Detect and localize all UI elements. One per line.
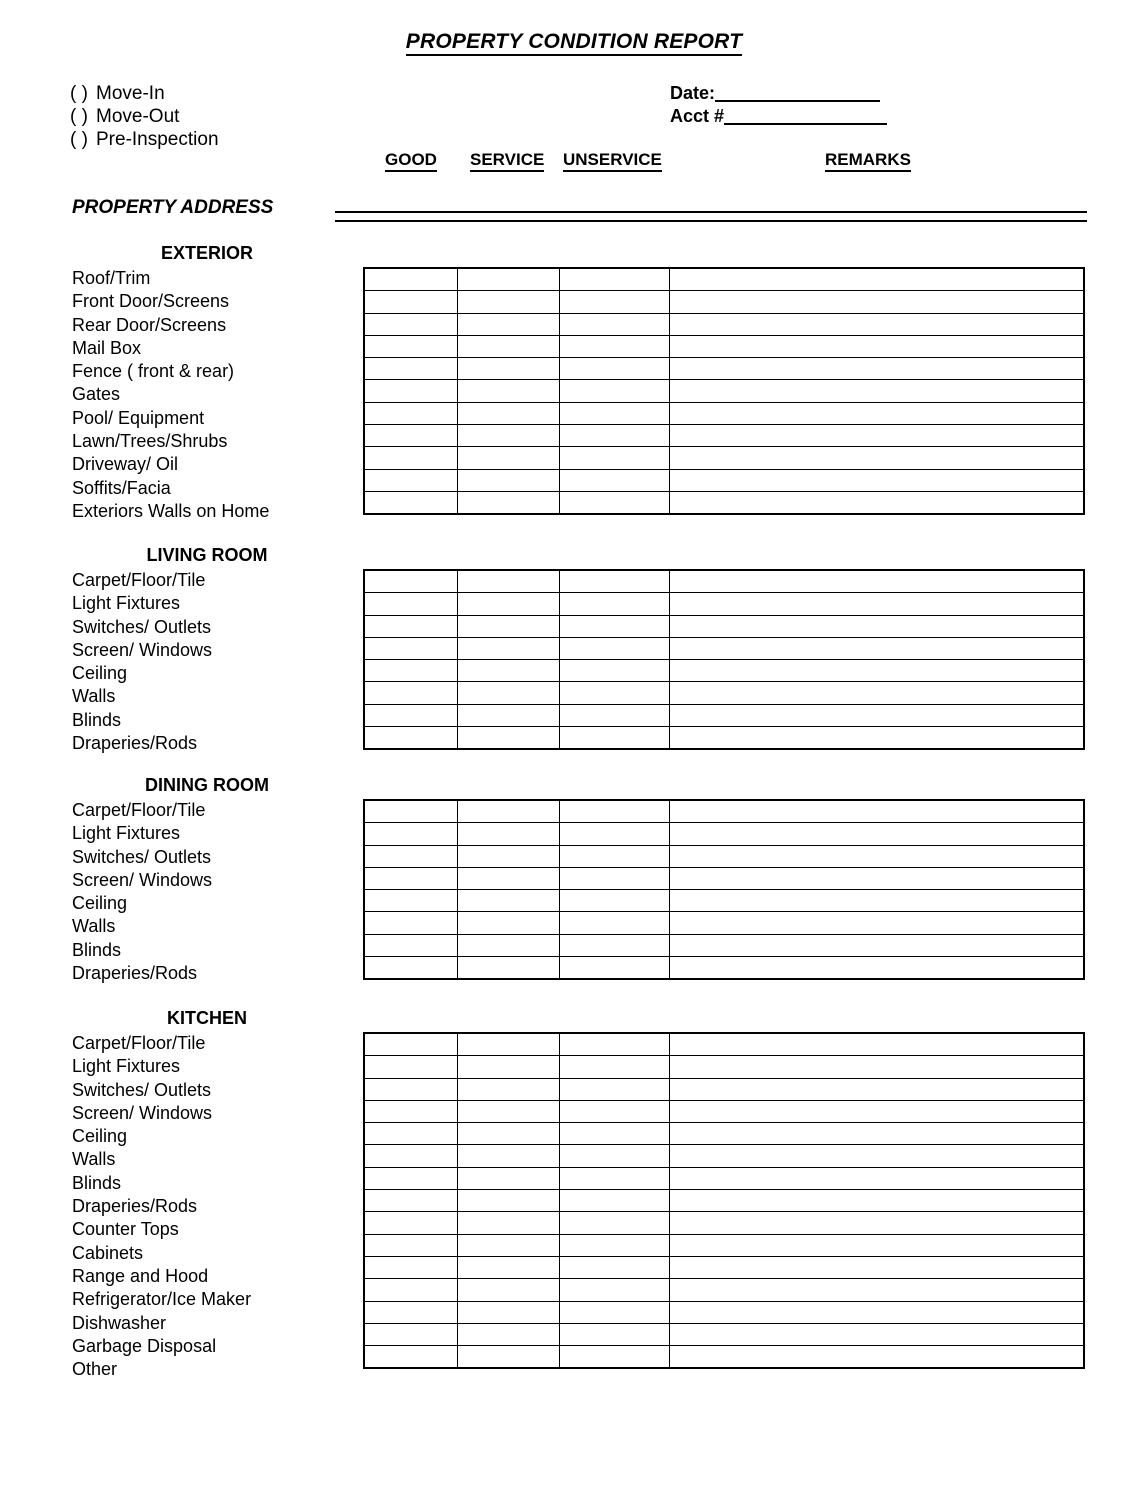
section-dining-room (0, 775, 1148, 995)
item-label: Draperies/Rods (72, 963, 198, 984)
checkbox-icon[interactable]: ( ) (70, 106, 88, 127)
table-row (364, 402, 1084, 424)
table-row (364, 727, 1084, 750)
cell-remarks[interactable] (670, 1190, 1085, 1212)
inspection-type-move-out[interactable] (70, 105, 219, 128)
item-label: Screen/ Windows (72, 869, 213, 890)
cell-unservice[interactable] (560, 570, 670, 593)
column-header-service: SERVICE (470, 150, 544, 172)
cell-good[interactable] (364, 358, 458, 380)
cell-good[interactable] (364, 615, 458, 637)
cell-good[interactable] (364, 1256, 458, 1278)
cell-good[interactable] (364, 934, 458, 956)
cell-unservice[interactable] (560, 1301, 670, 1323)
item-label: Carpet/Floor/Tile (72, 570, 206, 590)
item-label-list-kitchen (72, 1032, 357, 1381)
cell-good[interactable] (364, 682, 458, 704)
cell-remarks[interactable] (670, 660, 1085, 682)
date-input[interactable] (715, 84, 880, 102)
item-label: Roof/Trim (72, 268, 151, 288)
cell-service[interactable] (458, 1279, 560, 1301)
item-label: Front Door/Screens (72, 291, 230, 312)
cell-service[interactable] (458, 682, 560, 704)
cell-remarks[interactable] (670, 1279, 1085, 1301)
cell-good[interactable] (364, 1234, 458, 1256)
table-row (364, 637, 1084, 659)
cell-unservice[interactable] (560, 845, 670, 867)
cell-good[interactable] (364, 957, 458, 980)
cell-unservice[interactable] (560, 1145, 670, 1167)
table-row (364, 570, 1084, 593)
section-exterior (0, 243, 1148, 533)
inspection-type-move-in[interactable] (70, 82, 219, 105)
inspection-type-label: Move-In (96, 83, 165, 104)
table-row (364, 593, 1084, 615)
cell-good[interactable] (364, 890, 458, 912)
cell-remarks[interactable] (670, 1123, 1085, 1145)
cell-remarks[interactable] (670, 957, 1085, 980)
cell-unservice[interactable] (560, 268, 670, 291)
cell-good[interactable] (364, 447, 458, 469)
item-label: Light Fixtures (72, 593, 181, 614)
cell-unservice[interactable] (560, 867, 670, 889)
table-row (364, 867, 1084, 889)
cell-remarks[interactable] (670, 570, 1085, 593)
cell-remarks[interactable] (670, 890, 1085, 912)
table-row (364, 1234, 1084, 1256)
cell-service[interactable] (458, 380, 560, 402)
section-title-living-room: LIVING ROOM (146, 545, 268, 565)
cell-service[interactable] (458, 1323, 560, 1345)
item-label: Switches/ Outlets (72, 616, 212, 637)
cell-remarks[interactable] (670, 335, 1085, 357)
cell-unservice[interactable] (560, 660, 670, 682)
cell-service[interactable] (458, 1145, 560, 1167)
cell-service[interactable] (458, 1256, 560, 1278)
cell-remarks[interactable] (670, 727, 1085, 750)
table-row (364, 380, 1084, 402)
cell-remarks[interactable] (670, 1033, 1085, 1056)
cell-service[interactable] (458, 800, 560, 823)
cell-service[interactable] (458, 727, 560, 750)
table-row (364, 957, 1084, 980)
table-row (364, 291, 1084, 313)
inspection-type-group (70, 82, 219, 151)
cell-service[interactable] (458, 704, 560, 726)
cell-unservice[interactable] (560, 1279, 670, 1301)
cell-remarks[interactable] (670, 1145, 1085, 1167)
cell-service[interactable] (458, 845, 560, 867)
table-row (364, 313, 1084, 335)
cell-good[interactable] (364, 1190, 458, 1212)
cell-service[interactable] (458, 1056, 560, 1078)
cell-good[interactable] (364, 1033, 458, 1056)
cell-remarks[interactable] (670, 469, 1085, 491)
checkbox-icon[interactable]: ( ) (70, 129, 88, 150)
section-title-exterior: EXTERIOR (160, 243, 253, 263)
cell-service[interactable] (458, 268, 560, 291)
cell-remarks[interactable] (670, 845, 1085, 867)
cell-good[interactable] (364, 402, 458, 424)
cell-unservice[interactable] (560, 380, 670, 402)
cell-service[interactable] (458, 570, 560, 593)
cell-service[interactable] (458, 1301, 560, 1323)
cell-service[interactable] (458, 1190, 560, 1212)
item-label: Cabinets (72, 1242, 144, 1263)
cell-service[interactable] (458, 890, 560, 912)
column-headers (0, 150, 1148, 174)
cell-service[interactable] (458, 1167, 560, 1189)
item-label: Draperies/Rods (72, 733, 198, 754)
item-label: Screen/ Windows (72, 639, 213, 660)
table-row (364, 491, 1084, 514)
cell-remarks[interactable] (670, 1346, 1085, 1369)
table-row (364, 425, 1084, 447)
table-row (364, 1033, 1084, 1056)
cell-unservice[interactable] (560, 615, 670, 637)
cell-unservice[interactable] (560, 1167, 670, 1189)
cell-good[interactable] (364, 1323, 458, 1345)
cell-good[interactable] (364, 570, 458, 593)
table-row (364, 823, 1084, 845)
cell-unservice[interactable] (560, 593, 670, 615)
checkbox-icon[interactable]: ( ) (70, 83, 88, 104)
cell-remarks[interactable] (670, 593, 1085, 615)
table-row (364, 682, 1084, 704)
section-title-kitchen: KITCHEN (167, 1008, 247, 1028)
cell-remarks[interactable] (670, 934, 1085, 956)
cell-good[interactable] (364, 380, 458, 402)
cell-service[interactable] (458, 934, 560, 956)
item-label: Lawn/Trees/Shrubs (72, 431, 228, 452)
cell-remarks[interactable] (670, 912, 1085, 934)
cell-unservice[interactable] (560, 1033, 670, 1056)
item-label: Garbage Disposal (72, 1335, 217, 1356)
item-label: Dishwasher (72, 1312, 167, 1333)
cell-service[interactable] (458, 867, 560, 889)
cell-unservice[interactable] (560, 1078, 670, 1100)
inspection-type-label: Move-Out (96, 106, 180, 127)
cell-unservice[interactable] (560, 1056, 670, 1078)
cell-good[interactable] (364, 268, 458, 291)
table-row (364, 1190, 1084, 1212)
table-row (364, 469, 1084, 491)
cell-remarks[interactable] (670, 313, 1085, 335)
item-label-list-dining-room (72, 799, 357, 985)
column-header-unservice: UNSERVICE (563, 150, 662, 172)
cell-good[interactable] (364, 1212, 458, 1234)
table-row (364, 1078, 1084, 1100)
item-label: Mail Box (72, 337, 142, 358)
cell-remarks[interactable] (670, 1301, 1085, 1323)
item-label: Light Fixtures (72, 1056, 181, 1077)
cell-service[interactable] (458, 1078, 560, 1100)
cell-service[interactable] (458, 491, 560, 514)
page-title (0, 30, 1148, 54)
cell-unservice[interactable] (560, 934, 670, 956)
cell-remarks[interactable] (670, 358, 1085, 380)
cell-service[interactable] (458, 469, 560, 491)
report-meta (670, 82, 887, 128)
column-header-good: GOOD (385, 150, 437, 172)
date-label: Date: (670, 83, 716, 103)
item-label: Switches/ Outlets (72, 1079, 212, 1100)
cell-remarks[interactable] (670, 1256, 1085, 1278)
cell-unservice[interactable] (560, 1346, 670, 1369)
account-input[interactable] (724, 107, 887, 125)
cell-remarks[interactable] (670, 800, 1085, 823)
item-label: Rear Door/Screens (72, 314, 227, 335)
section-title-dining-room: DINING ROOM (145, 775, 269, 795)
cell-good[interactable] (364, 637, 458, 659)
cell-good[interactable] (364, 1056, 458, 1078)
table-row (364, 1256, 1084, 1278)
cell-remarks[interactable] (670, 637, 1085, 659)
cell-good[interactable] (364, 823, 458, 845)
cell-service[interactable] (458, 593, 560, 615)
cell-unservice[interactable] (560, 1123, 670, 1145)
cell-service[interactable] (458, 358, 560, 380)
item-label: Blinds (72, 709, 122, 730)
item-label: Draperies/Rods (72, 1196, 198, 1217)
cell-service[interactable] (458, 402, 560, 424)
item-label: Refrigerator/Ice Maker (72, 1289, 252, 1310)
property-address-input[interactable] (335, 211, 1087, 222)
cell-good[interactable] (364, 727, 458, 750)
item-label: Walls (72, 686, 116, 707)
cell-unservice[interactable] (560, 823, 670, 845)
cell-unservice[interactable] (560, 469, 670, 491)
cell-unservice[interactable] (560, 637, 670, 659)
cell-good[interactable] (364, 1301, 458, 1323)
cell-service[interactable] (458, 957, 560, 980)
cell-service[interactable] (458, 335, 560, 357)
item-label: Ceiling (72, 663, 128, 684)
cell-remarks[interactable] (670, 1323, 1085, 1345)
condition-grid-kitchen (363, 1032, 1085, 1369)
table-row (364, 1123, 1084, 1145)
item-label: Exteriors Walls on Home (72, 500, 270, 521)
table-row (364, 358, 1084, 380)
cell-service[interactable] (458, 1123, 560, 1145)
account-row (670, 105, 887, 128)
cell-unservice[interactable] (560, 1234, 670, 1256)
item-label: Switches/ Outlets (72, 846, 212, 867)
table-row (364, 1056, 1084, 1078)
cell-service[interactable] (458, 912, 560, 934)
cell-unservice[interactable] (560, 1323, 670, 1345)
cell-unservice[interactable] (560, 1256, 670, 1278)
table-row (364, 800, 1084, 823)
cell-unservice[interactable] (560, 704, 670, 726)
cell-remarks[interactable] (670, 867, 1085, 889)
cell-good[interactable] (364, 291, 458, 313)
cell-good[interactable] (364, 1078, 458, 1100)
cell-unservice[interactable] (560, 313, 670, 335)
table-row (364, 1100, 1084, 1122)
cell-remarks[interactable] (670, 268, 1085, 291)
table-row (364, 1279, 1084, 1301)
cell-remarks[interactable] (670, 491, 1085, 514)
cell-unservice[interactable] (560, 727, 670, 750)
column-header-remarks: REMARKS (825, 150, 911, 172)
table-row (364, 890, 1084, 912)
cell-service[interactable] (458, 637, 560, 659)
table-row (364, 1212, 1084, 1234)
cell-remarks[interactable] (670, 1212, 1085, 1234)
cell-remarks[interactable] (670, 1078, 1085, 1100)
table-row (364, 704, 1084, 726)
cell-service[interactable] (458, 1234, 560, 1256)
cell-good[interactable] (364, 912, 458, 934)
cell-good[interactable] (364, 1123, 458, 1145)
condition-grid-dining-room (363, 799, 1085, 980)
cell-unservice[interactable] (560, 447, 670, 469)
table-row (364, 1323, 1084, 1345)
table-row (364, 1346, 1084, 1369)
cell-remarks[interactable] (670, 1100, 1085, 1122)
cell-unservice[interactable] (560, 1190, 670, 1212)
section-kitchen (0, 1008, 1148, 1392)
cell-remarks[interactable] (670, 291, 1085, 313)
cell-unservice[interactable] (560, 800, 670, 823)
item-label: Screen/ Windows (72, 1102, 213, 1123)
item-label: Range and Hood (72, 1265, 209, 1286)
cell-good[interactable] (364, 1167, 458, 1189)
cell-service[interactable] (458, 660, 560, 682)
item-label: Carpet/Floor/Tile (72, 1033, 206, 1053)
cell-good[interactable] (364, 313, 458, 335)
cell-unservice[interactable] (560, 425, 670, 447)
item-label: Counter Tops (72, 1219, 179, 1240)
item-label: Blinds (72, 1172, 122, 1193)
cell-service[interactable] (458, 291, 560, 313)
table-row (364, 335, 1084, 357)
cell-service[interactable] (458, 447, 560, 469)
table-row (364, 615, 1084, 637)
cell-remarks[interactable] (670, 615, 1085, 637)
item-label-list-exterior (72, 267, 357, 523)
item-label: Soffits/Facia (72, 477, 171, 498)
table-row (364, 1167, 1084, 1189)
cell-remarks[interactable] (670, 823, 1085, 845)
account-label: Acct # (670, 106, 725, 126)
item-label: Light Fixtures (72, 823, 181, 844)
table-row (364, 268, 1084, 291)
item-label: Pool/ Equipment (72, 407, 205, 428)
condition-grid-exterior (363, 267, 1085, 515)
cell-remarks[interactable] (670, 1056, 1085, 1078)
cell-service[interactable] (458, 313, 560, 335)
table-row (364, 447, 1084, 469)
item-label: Ceiling (72, 893, 128, 914)
cell-good[interactable] (364, 593, 458, 615)
item-label: Gates (72, 384, 121, 405)
cell-remarks[interactable] (670, 425, 1085, 447)
item-label: Blinds (72, 939, 122, 960)
cell-good[interactable] (364, 704, 458, 726)
cell-service[interactable] (458, 1346, 560, 1369)
cell-service[interactable] (458, 425, 560, 447)
cell-good[interactable] (364, 1279, 458, 1301)
cell-remarks[interactable] (670, 1167, 1085, 1189)
cell-unservice[interactable] (560, 491, 670, 514)
item-label: Walls (72, 1149, 116, 1170)
cell-unservice[interactable] (560, 358, 670, 380)
cell-unservice[interactable] (560, 682, 670, 704)
table-row (364, 1301, 1084, 1323)
item-label: Fence ( front & rear) (72, 361, 235, 382)
cell-remarks[interactable] (670, 1234, 1085, 1256)
item-label: Other (72, 1359, 118, 1380)
item-label: Ceiling (72, 1126, 128, 1147)
inspection-type-label: Pre-Inspection (96, 129, 219, 150)
cell-unservice[interactable] (560, 291, 670, 313)
table-row (364, 1145, 1084, 1167)
table-row (364, 660, 1084, 682)
cell-remarks[interactable] (670, 704, 1085, 726)
cell-good[interactable] (364, 800, 458, 823)
date-row (670, 82, 887, 105)
page-title-text: PROPERTY CONDITION REPORT (406, 30, 742, 56)
cell-good[interactable] (364, 469, 458, 491)
cell-unservice[interactable] (560, 402, 670, 424)
item-label: Driveway/ Oil (72, 454, 179, 475)
cell-service[interactable] (458, 823, 560, 845)
cell-good[interactable] (364, 1346, 458, 1369)
cell-good[interactable] (364, 660, 458, 682)
cell-good[interactable] (364, 1100, 458, 1122)
table-row (364, 934, 1084, 956)
cell-good[interactable] (364, 335, 458, 357)
cell-remarks[interactable] (670, 447, 1085, 469)
item-label-list-living-room (72, 569, 357, 755)
cell-remarks[interactable] (670, 682, 1085, 704)
cell-good[interactable] (364, 867, 458, 889)
cell-unservice[interactable] (560, 1212, 670, 1234)
cell-good[interactable] (364, 1145, 458, 1167)
cell-good[interactable] (364, 425, 458, 447)
table-row (364, 912, 1084, 934)
cell-good[interactable] (364, 845, 458, 867)
inspection-type-pre-inspection[interactable] (70, 128, 219, 151)
cell-unservice[interactable] (560, 1100, 670, 1122)
cell-service[interactable] (458, 1100, 560, 1122)
property-address-label: PROPERTY ADDRESS (72, 197, 274, 218)
section-living-room (0, 545, 1148, 765)
item-label: Walls (72, 916, 116, 937)
table-row (364, 845, 1084, 867)
cell-service[interactable] (458, 615, 560, 637)
cell-service[interactable] (458, 1033, 560, 1056)
cell-service[interactable] (458, 1212, 560, 1234)
condition-grid-living-room (363, 569, 1085, 750)
cell-unservice[interactable] (560, 335, 670, 357)
cell-remarks[interactable] (670, 380, 1085, 402)
cell-good[interactable] (364, 491, 458, 514)
cell-unservice[interactable] (560, 890, 670, 912)
item-label: Carpet/Floor/Tile (72, 800, 206, 820)
cell-remarks[interactable] (670, 402, 1085, 424)
cell-unservice[interactable] (560, 957, 670, 980)
cell-unservice[interactable] (560, 912, 670, 934)
